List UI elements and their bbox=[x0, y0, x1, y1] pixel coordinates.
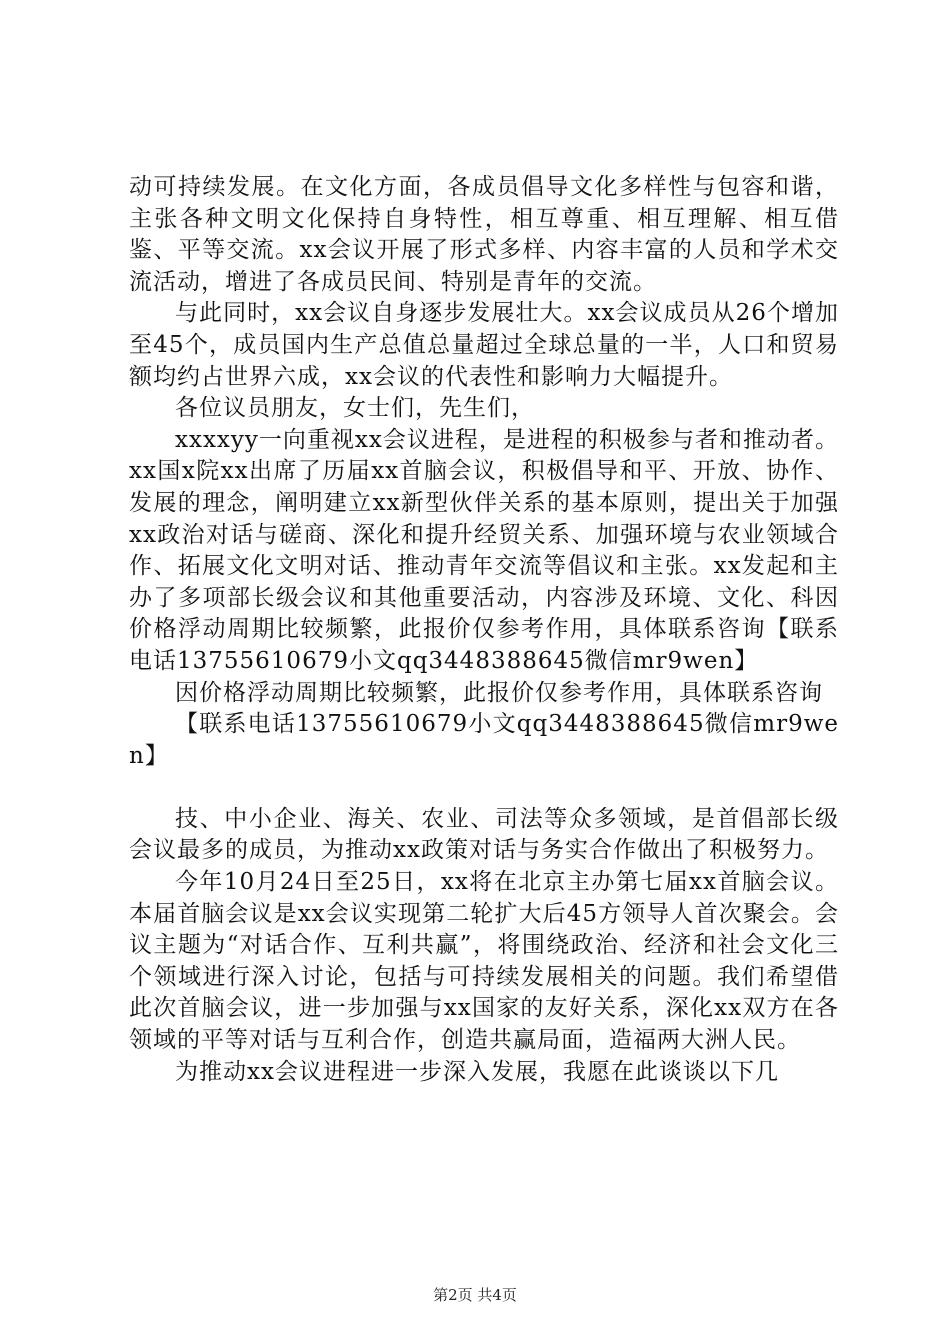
paragraph: 今年10月24日至25日，xx将在北京主办第七届xx首脑会议。本届首脑会议是xx会议实现第二轮扩大后45方领导人首次聚会。会议主题为“对话合作、互利共赢”，将围绕政治、经济和社会文化三个领域进行深入讨论，包括与可持续发展相关的问题。我们希望借此次首脑会议，进一步加强与xx国家的友好关系，深化xx双方在各领域的平等对话与互利合作，创造共赢局面，造福两大洲人民。 bbox=[129, 869, 839, 1054]
paragraph: 技、中小企业、海关、农业、司法等众多领域，是首倡部长级会议最多的成员，为推动xx政策对话与务实合作做出了积极努力。 bbox=[129, 805, 839, 864]
paragraph: 与此同时，xx会议自身逐步发展壮大。xx会议成员从26个增加至45个，成员国内生产总值总量超过全球总量的一半，人口和贸易额均约占世界六成，xx会议的代表性和影响力大幅提升。 bbox=[129, 300, 839, 390]
page-number-footer: 第2页 共4页 bbox=[433, 1286, 517, 1304]
paragraph-price-note: 因价格浮动周期比较频繁，此报价仅参考作用，具体联系咨询 bbox=[175, 679, 823, 706]
paragraph: xxxxyy一向重视xx会议进程，是进程的积极参与者和推动者。xx国x院xx出席了历届xx首脑会议，积极倡导和平、开放、协作、发展的理念，阐明建立xx新型伙伴关系的基本原则，提出关于加强xx政治对话与磋商、深化和提升经贸关系、加强环境与农业领域合作、拓展文化文明对话、推动青年交流等倡议和主张。xx发起和主办了多项部长级会议和其他重要活动，内容涉及环境、文化、科因价格浮动周期比较频繁，此报价仅参考作用，具体联系咨询【联系电话13755610679小文qq3448388645微信mr9wen】 bbox=[129, 426, 839, 674]
paragraph: 为推动xx会议进程进一步深入发展，我愿在此谈谈以下几 bbox=[175, 1058, 779, 1085]
paragraph-salutation: 各位议员朋友，女士们，先生们， bbox=[175, 395, 535, 422]
document-body bbox=[129, 172, 839, 1088]
paragraph-contact: 【联系电话13755610679小文qq3448388645微信mr9wen】 bbox=[129, 711, 839, 769]
paragraph-continuation: 动可持续发展。在文化方面，各成员倡导文化多样性与包容和谐，主张各种文明文化保持自身特性，相互尊重、相互理解、相互借鉴、平等交流。xx会议开展了形式多样、内容丰富的人员和学术交流活动，增进了各成员民间、特别是青年的交流。 bbox=[129, 174, 839, 295]
